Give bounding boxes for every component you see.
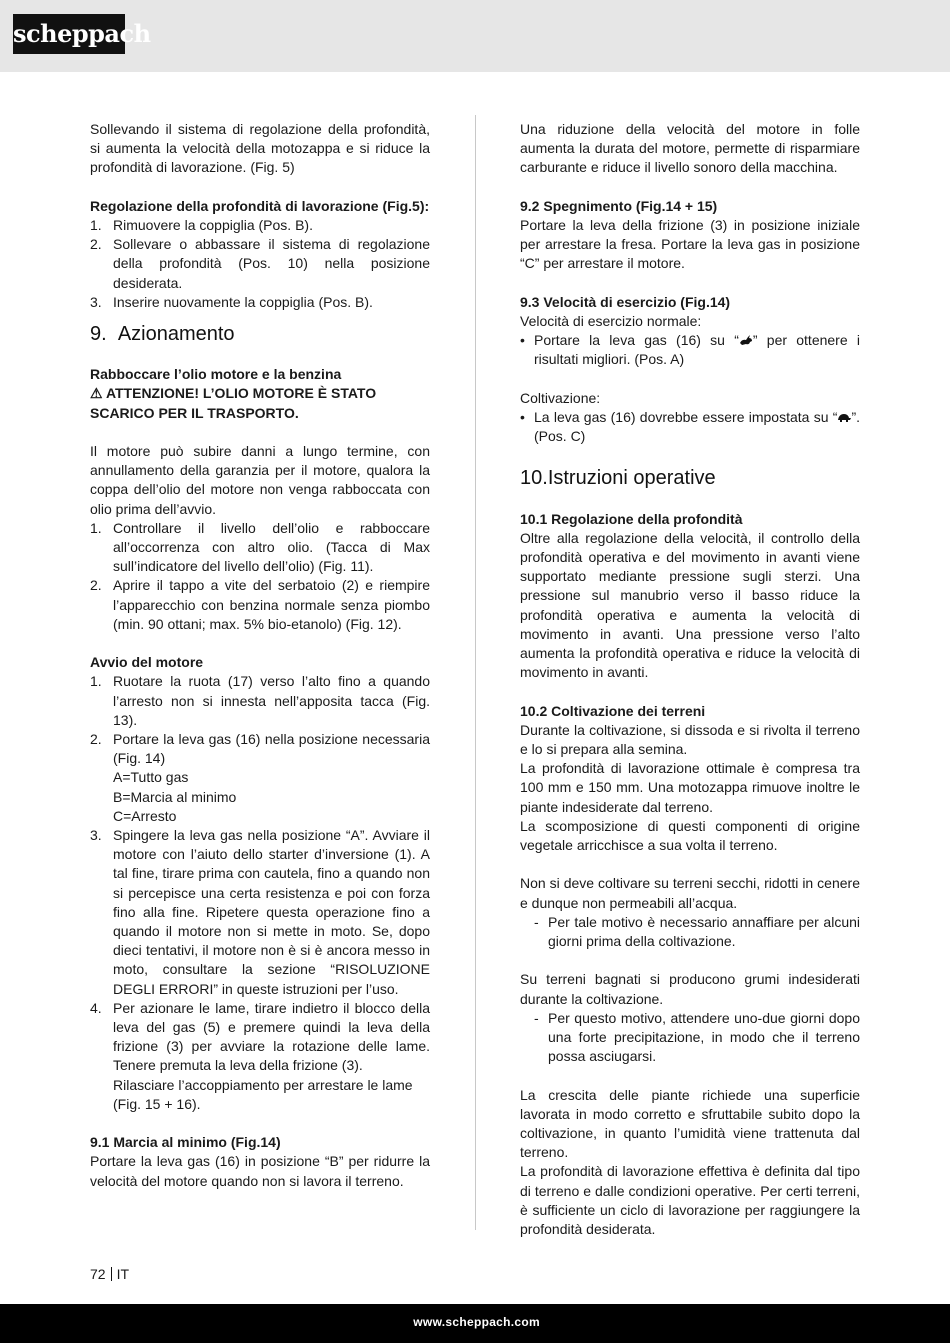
depth-adjust-heading: 10.1 Regolazione della profondità	[520, 510, 743, 527]
section-heading-9: 9. Azionamento	[90, 323, 235, 346]
start-heading: Avvio del motore	[90, 654, 204, 671]
list-item-continuation: Rilasciare l’accoppiamento per arrestare le lame (Fig. 15 + 16).	[113, 1076, 413, 1112]
stop-paragraph: Portare la leva della frizione (3) in posizione iniziale per arrestare la fresa. Portare la leva gas in posizione “C” per arrestare il motore.	[520, 217, 860, 272]
speed-normal-label: Velocità di esercizio normale:	[520, 313, 702, 329]
intro-paragraph: Sollevando il sistema di regolazione della profondità, si aumenta la velocità della motozappa e si riduce la profondità di lavorazione. (Fig. 5)	[90, 121, 430, 176]
right-column	[520, 120, 860, 1239]
soil-heading: 10.2 Coltivazione dei terreni	[520, 702, 706, 719]
list-item: • La leva gas (16) dovrebbe essere impostata su “ ”. (Pos. C)	[520, 409, 860, 445]
depth-heading: Regolazione della profondità di lavorazione (Fig.5):	[90, 197, 430, 214]
list-item: 1. Rimuovere la coppiglia (Pos. B).	[90, 217, 313, 233]
depth-adjust-paragraph: Oltre alla regolazione della velocità, il controllo della profondità operativa e del movimento in avanti viene supportato mediante pressione sugli sterzi. Una pressione sul manubrio verso il basso riduce la profondità operativa e aumenta la velocità di movimento in avanti. Una pressione verso l’alto aumenta la profondità operativa e riduce la velocità di movimento in avanti.	[520, 529, 860, 681]
list-item: 2. Aprire il tappo a vite del serbatoio (2) e riempire l’apparecchio con benzina normale senza piombo (min. 90 ottani; max. 5% bio-etanolo) (Fig. 12).	[90, 577, 430, 632]
list-item: - Per tale motivo è necessario annaffiare per alcuni giorni prima della coltivazione.	[534, 913, 860, 950]
throttle-option: C=Arresto	[113, 807, 177, 824]
warning-icon: ⚠	[90, 385, 103, 402]
growth-paragraph: La crescita delle piante richiede una superficie lavorata in modo corretto e sfruttabile subito dopo la coltivazione, in quanto l’umidità viene trattenuta dal terreno.	[520, 1086, 860, 1161]
idle-heading: 9.1 Marcia al minimo (Fig.14)	[90, 1134, 281, 1151]
turtle-icon	[837, 411, 851, 423]
soil-paragraph-1: Durante la coltivazione, si dissoda e si rivolta il terreno e lo si prepara alla semina.	[520, 721, 860, 758]
footer-bar	[0, 1304, 950, 1343]
cultivation-label: Coltivazione:	[520, 389, 601, 406]
start-steps-list	[90, 672, 430, 1114]
list-item: 3. Inserire nuovamente la coppiglia (Pos. B).	[90, 293, 373, 310]
idle-continued-paragraph: Una riduzione della velocità del motore in folle aumenta la durata del motore, permette di risparmiare carburante e riduce il livello sonoro della macchina.	[520, 121, 860, 176]
column-divider	[475, 115, 476, 1230]
oil-heading: Rabboccare l’olio motore e la benzina	[90, 366, 342, 383]
page-number: 72 IT	[90, 1266, 130, 1282]
effective-depth-paragraph: La profondità di lavorazione effettiva è definita dal tipo di terreno e dalle condizioni operative. Per certi terreni, è sufficiente un ciclo di lavorazione per raggiungere la profondità desiderata.	[520, 1163, 860, 1238]
wet-soil-paragraph: Su terreni bagnati si producono grumi indesiderati durante la coltivazione.	[520, 971, 860, 1007]
depth-steps-list	[90, 216, 430, 312]
stop-heading: 9.2 Spegnimento (Fig.14 + 15)	[520, 197, 718, 214]
throttle-option: A=Tutto gas	[113, 769, 189, 786]
brand-logo: scheppach	[13, 14, 125, 54]
dry-soil-paragraph: Non si deve coltivare su terreni secchi, ridotti in cenere e dunque non permeabili all’acqua.	[520, 875, 860, 911]
list-item: • Portare la leva gas (16) su “ ” per ottenere i risultati migliori. (Pos. A)	[520, 332, 860, 368]
warning-text: ⚠ ATTENZIONE! L’OLIO MOTORE È STATO SCARICO PER IL TRASPORTO.	[90, 385, 377, 421]
list-item: - Per questo motivo, attendere uno-due giorni dopo una forte precipitazione, in modo che il terreno possa asciugarsi.	[534, 1009, 860, 1065]
header-bar	[0, 0, 950, 72]
oil-steps-list	[90, 519, 430, 634]
soil-paragraph-2: La profondità di lavorazione ottimale è compresa tra 100 mm e 150 mm. Una motozappa rimuove inoltre le piante indesiderate dal terreno.	[520, 760, 860, 815]
list-item: 2. Portare la leva gas (16) nella posizione necessaria (Fig. 14)	[90, 731, 430, 767]
section-heading-10: 10.Istruzioni operative	[520, 467, 716, 490]
soil-paragraph-3: La scomposizione di questi componenti di origine vegetale arricchisce a sua volta il terreno.	[520, 817, 860, 854]
hare-icon	[739, 334, 753, 346]
list-item: 2. Sollevare o abbassare il sistema di regolazione della profondità (Pos. 10) nella posizione desiderata.	[90, 236, 430, 291]
oil-paragraph: Il motore può subire danni a lungo termine, con annullamento della garanzia per il motore, qualora la coppa dell’olio del motore non venga rabboccata con olio prima dell’avvio.	[90, 443, 430, 517]
list-item: 1. Controllare il livello dell’olio e rabboccare all’occorrenza con altro olio. (Tacca di Max sull’indicatore del livello dell’olio) (Fig. 11).	[90, 519, 430, 575]
idle-paragraph: Portare la leva gas (16) in posizione “B” per ridurre la velocità del motore quando non si lavora il terreno.	[90, 1153, 430, 1189]
list-item: 4. Per azionare le lame, tirare indietro il blocco della leva del gas (5) e premere quindi la leva della frizione (3) per avviare la rotazione delle lame. Tenere premuta la leva della frizione (3).	[90, 999, 430, 1074]
list-item: 3. Spingere la leva gas nella posizione “A”. Avviare il motore con l’aiuto dello starter d’inversione (1). A tal fine, tirare prima con cautela, fino a quando non si percepisce una certa resistenza e poi con forza fino alla fine. Ripetere questa operazione fino a quando il motore non si mette in moto. Se, dopo dieci tentativi, il motore non è si è ancora messo in moto, consultare la sezione “RISOLUZIONE DEGLI ERRORI” in queste istruzioni per l’uso.	[90, 827, 430, 997]
left-column	[90, 120, 430, 1191]
list-item: 1. Ruotare la ruota (17) verso l’alto fino a quando l’arresto non si innesta nell’apposita tacca (Fig. 13).	[90, 673, 430, 728]
throttle-option: B=Marcia al minimo	[113, 788, 237, 805]
website-link[interactable]: www.scheppach.com	[413, 1315, 540, 1329]
speed-heading: 9.3 Velocità di esercizio (Fig.14)	[520, 293, 731, 310]
